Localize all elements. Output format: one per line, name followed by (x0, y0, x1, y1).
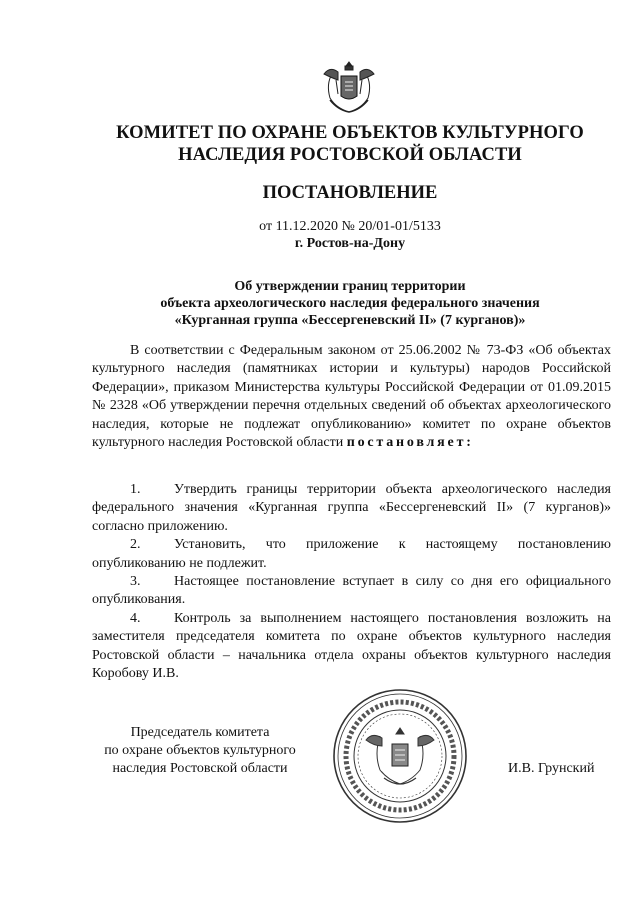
signer-position (80, 724, 320, 778)
org-title-line2: НАСЛЕДИЯ РОСТОВСКОЙ ОБЛАСТИ (178, 145, 522, 165)
org-title-line1: КОМИТЕТ ПО ОХРАНЕ ОБЪЕКТОВ КУЛЬТУРНОГО (116, 123, 584, 143)
position-line3: наследия Ростовской области (112, 761, 288, 776)
item-text: Контроль за выполнением настоящего постановления возложить на заместителя председателя комитета по охране объектов культурного наследия Ростовской области – начальника отдела охраны объектов культурного наследия Коробову И.В. (92, 610, 611, 682)
decree-item (92, 536, 611, 573)
organization-title (60, 122, 640, 166)
decree-item (92, 481, 611, 536)
document-city: г. Ростов-на-Дону (294, 236, 406, 251)
document-subject (80, 278, 620, 329)
decree-item (92, 610, 611, 684)
document-date-number: от 11.12.2020 № 20/01-01/5133 (259, 219, 441, 234)
preamble-text: В соответствии с Федеральным законом от 25.06.2002 № 73-ФЗ «Об объектах культурного наследия (памятниках истории и культуры) народов Российской Федерации», приказом Министерства культуры Российской Федерации от 01.09.2015 № 2328 «Об утверждении перечня отдельных сведений об объектах археологического наследия, которые не подлежат опубликованию» комитет по охране объектов культурного наследия Ростовской области (92, 343, 611, 451)
item-number: 1. (130, 482, 141, 497)
decree-item (92, 573, 611, 610)
signer-name: И.В. Грунский (508, 761, 595, 776)
preamble (92, 342, 611, 452)
subject-line2: объекта археологического наследия федерального значения (160, 296, 540, 311)
decree-word: постановляет: (346, 435, 474, 451)
position-line1: Председатель комитета (130, 725, 270, 740)
document-type: ПОСТАНОВЛЕНИЕ (262, 183, 438, 203)
subject-line1: Об утверждении границ территории (234, 279, 466, 294)
position-line2: по охране объектов культурного (104, 743, 296, 758)
preamble-paragraph (92, 342, 611, 452)
item-text: Установить, что приложение к настоящему постановлению опубликованию не подлежит. (92, 537, 611, 571)
coat-of-arms-icon (318, 56, 380, 118)
item-number: 2. (130, 537, 141, 553)
decree-items (92, 481, 611, 683)
subject-line3: «Курганная группа «Бессергеневский II» (7 курганов)» (174, 313, 526, 328)
item-number: 4. (130, 610, 141, 626)
item-number: 3. (130, 574, 141, 590)
item-text: Утвердить границы территории объекта археологического наследия федерального значения «Курганная группа «Бессергеневский II» (7 курганов)» согласно приложению. (92, 482, 611, 534)
item-text: Настоящее постановление вступает в силу со дня его официального опубликования. (92, 574, 611, 608)
official-seal-stamp (330, 686, 470, 826)
